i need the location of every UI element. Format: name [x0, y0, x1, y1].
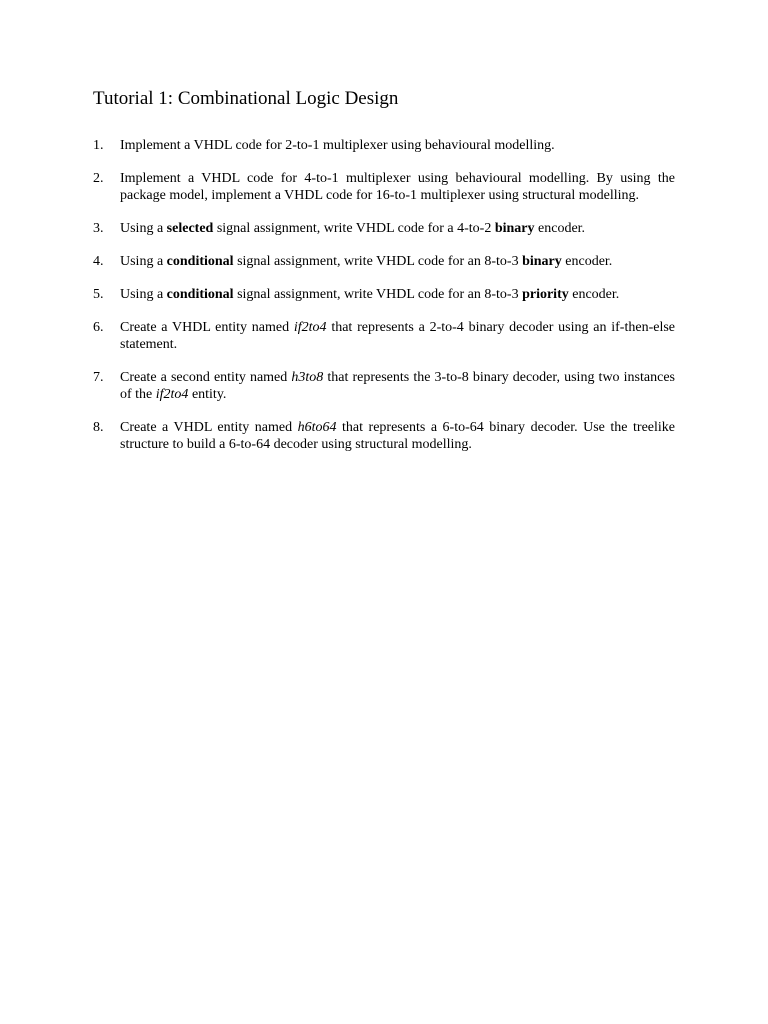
task-text-segment: that represents a 6-to-64 binary decoder. Use the treelike structure to build a 6-to-64 decoder using structural modelling. [120, 420, 675, 452]
task-text-emphasis: binary [494, 221, 535, 236]
task-number: 4. [93, 254, 104, 269]
task-text-segment: encoder. [568, 287, 620, 302]
task-number: 6. [93, 320, 104, 335]
task-text-segment: encoder. [534, 221, 586, 236]
task-text-emphasis: priority [522, 287, 569, 302]
task-text-segment: that represents the 3-to-8 binary decoder, using two instances of the [120, 370, 675, 402]
task-item [93, 170, 675, 204]
task-text-segment: signal assignment, write VHDL code for an 8-to-3 [233, 287, 523, 302]
task-text-segment: Using a [120, 221, 167, 236]
task-text [120, 287, 619, 302]
document-title: Tutorial 1: Combinational Logic Design [93, 88, 399, 109]
task-entity-name: if2to4 [293, 320, 327, 335]
task-text [120, 320, 675, 352]
task-number: 2. [93, 171, 104, 186]
task-text-segment: Implement a VHDL code for 2-to-1 multiplexer using behavioural modelling. [120, 138, 555, 153]
task-entity-name: if2to4 [155, 387, 189, 402]
task-text-segment: Using a [120, 254, 167, 269]
task-text [120, 370, 675, 402]
task-item [93, 419, 675, 453]
task-text-segment: that represents a 2-to-4 binary decoder using an if-then-else statement. [120, 320, 675, 352]
task-text-segment: signal assignment, write VHDL code for a 4-to-2 [213, 221, 495, 236]
task-number: 3. [93, 221, 104, 236]
task-text [120, 221, 585, 236]
task-number: 1. [93, 138, 104, 153]
task-text [120, 254, 612, 269]
task-text-segment: Create a VHDL entity named [120, 420, 298, 435]
task-item [93, 286, 675, 303]
task-text-segment: Create a second entity named [120, 370, 292, 385]
task-text [120, 138, 555, 153]
task-text [120, 171, 675, 203]
task-text-emphasis: conditional [166, 254, 234, 269]
task-text-emphasis: conditional [166, 287, 234, 302]
task-item [93, 137, 675, 154]
task-text-segment: entity. [188, 387, 227, 402]
task-entity-name: h6to64 [297, 420, 337, 435]
task-text-segment: Create a VHDL entity named [120, 320, 294, 335]
task-text-segment: encoder. [561, 254, 613, 269]
task-number: 8. [93, 420, 104, 435]
task-item [93, 369, 675, 403]
task-number: 7. [93, 370, 104, 385]
task-number: 5. [93, 287, 104, 302]
task-text-emphasis: selected [166, 221, 214, 236]
task-text-segment: Implement a VHDL code for 4-to-1 multiplexer using behavioural modelling. By using the package model, implement a VHDL code for 16-to-1 multiplexer using structural modelling. [120, 171, 675, 203]
task-item [93, 220, 675, 237]
task-text-segment: signal assignment, write VHDL code for an 8-to-3 [233, 254, 523, 269]
task-item [93, 319, 675, 353]
task-entity-name: h3to8 [291, 370, 324, 385]
task-list [93, 137, 675, 469]
task-text [120, 420, 675, 452]
task-item [93, 253, 675, 270]
task-text-emphasis: binary [522, 254, 562, 269]
task-text-segment: Using a [120, 287, 167, 302]
